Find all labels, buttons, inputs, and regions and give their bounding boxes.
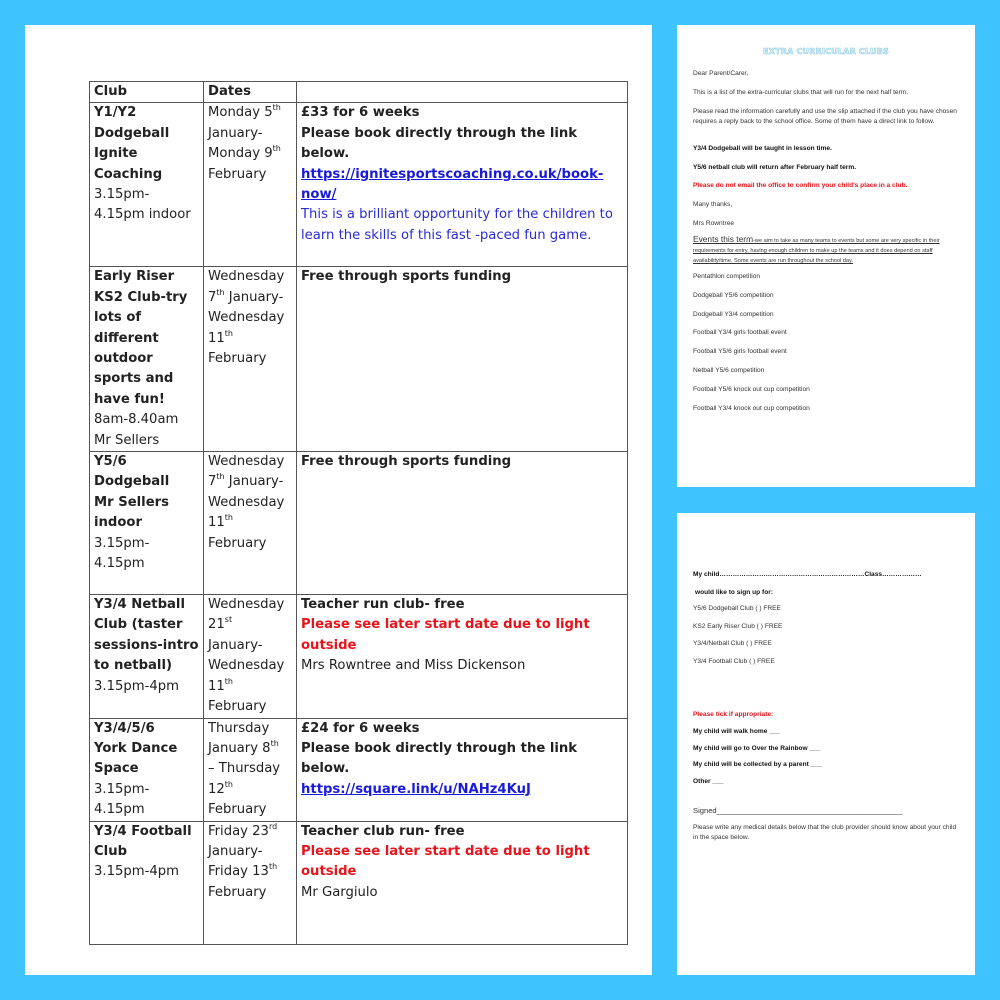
club-name-line: lots of: [94, 310, 142, 326]
event-item: Football Y3/4 knock out cup competition: [693, 404, 810, 412]
date-text: February: [208, 884, 267, 900]
start-date-warning: Please see later start date due to light outside: [301, 617, 590, 653]
table-row: [90, 452, 628, 595]
table-header-row: [90, 82, 628, 103]
date-text: February: [208, 535, 267, 551]
date-text: January 8: [208, 740, 271, 756]
booking-link[interactable]: https://ignitesportscoaching.co.uk/book-now/: [301, 166, 604, 203]
pickup-option[interactable]: My child will walk home ___: [693, 728, 781, 735]
date-text: Wednesday: [208, 310, 285, 326]
event-item: Football Y3/4 girls football event: [693, 329, 787, 337]
club-cell: [90, 718, 204, 821]
staff-names: Mr Gargiulo: [301, 884, 378, 900]
club-cell: [90, 821, 204, 944]
date-line: [208, 595, 296, 615]
date-text: Wednesday: [208, 454, 285, 470]
date-text: January-: [208, 125, 263, 141]
letter-warning: Please do not email the office to confirm your child's place in a club.: [693, 182, 908, 189]
date-line: [208, 800, 296, 820]
club-cell: [90, 452, 204, 595]
date-line: [208, 656, 296, 676]
price-text: Teacher club run- free: [301, 823, 465, 839]
date-ordinal-suffix: th: [268, 862, 278, 872]
date-line: [208, 124, 296, 144]
date-line: [208, 883, 296, 903]
date-text: Friday 23: [208, 823, 269, 839]
letter-instructions: Please read the information carefully and use the slip attached if the club you have chosen requires a reply back to the school office. Some of them have a direct link to follow.: [693, 108, 957, 125]
details-cell: [297, 267, 628, 452]
club-name-line: Y5/6: [94, 454, 127, 470]
event-item: Dodgeball Y5/6 competition: [693, 291, 774, 299]
date-text: Thursday: [208, 720, 270, 736]
events-heading: Events this term: [693, 234, 754, 244]
club-name-line: sessions-intro: [94, 637, 199, 653]
price-text: £24 for 6 weeks: [301, 720, 420, 736]
price-text: Free through sports funding: [301, 269, 512, 285]
event-item: Pentathlon competition: [693, 273, 761, 280]
club-name-line: Early Riser: [94, 269, 175, 285]
date-line: [208, 165, 296, 185]
club-name-line: Dodgeball: [94, 125, 170, 141]
booking-link[interactable]: https://square.link/u/NAHz4KuJ: [301, 781, 531, 797]
signed-field[interactable]: [693, 806, 963, 816]
dates-cell: [204, 821, 297, 944]
events-section: [693, 235, 963, 266]
club-name-line: to netball): [94, 658, 172, 674]
event-item: Netball Y5/6 competition: [693, 367, 765, 374]
dates-cell: [204, 267, 297, 452]
date-text-after: January-: [224, 474, 284, 490]
club-info-line: 3.15pm-: [94, 781, 150, 797]
club-name-line: Mr Sellers: [94, 494, 169, 510]
club-name-line: Space: [94, 761, 139, 777]
club-info-line: 4.15pm indoor: [94, 207, 191, 223]
letter-greeting: Dear Parent/Carer,: [693, 70, 749, 77]
club-name-line: Club (taster: [94, 617, 183, 633]
letter-intro: This is a list of the extra-curricular clubs that will run for the next half term.: [693, 89, 909, 96]
date-line: [208, 862, 296, 882]
club-option-checkbox[interactable]: KS2 Early Riser Club ( ) FREE: [693, 622, 783, 630]
booking-instruction: Please book directly through the link below.: [301, 125, 578, 162]
date-ordinal-suffix: th: [224, 328, 233, 338]
event-item: Football Y5/6 knock out cup competition: [693, 385, 810, 393]
date-line: [208, 719, 296, 739]
club-name-line: York Dance: [94, 740, 178, 756]
dates-cell: [204, 595, 297, 718]
date-line: [208, 308, 296, 328]
letter-notice-netball: Y5/6 netball club will return after February half term.: [693, 164, 857, 171]
date-text: 7: [208, 474, 217, 490]
date-text: 11: [208, 515, 225, 531]
date-ordinal-suffix: st: [224, 615, 233, 625]
date-line: [208, 759, 296, 779]
club-name-line: different: [94, 330, 159, 346]
club-name-line: have fun!: [94, 391, 165, 407]
club-name-line: Dodgeball: [94, 474, 170, 490]
club-name-line: sports and: [94, 371, 174, 387]
date-ordinal-suffix: th: [224, 513, 233, 523]
club-option-checkbox[interactable]: Y5/6 Dodgeball Club ( ) FREE: [693, 605, 781, 612]
date-text: 7: [208, 289, 217, 305]
date-line: [208, 267, 296, 287]
date-ordinal-suffix: th: [224, 676, 233, 686]
date-line: [208, 452, 296, 472]
letter-notice-dodgeball: Y3/4 Dodgeball will be taught in lesson time.: [693, 145, 832, 152]
signed-label: Signed: [693, 806, 717, 815]
club-description: This is a brilliant opportunity for the children to learn the skills of this fast -paced fun game.: [301, 207, 613, 243]
club-info-line: 3.15pm-: [94, 535, 150, 551]
header-dates: Dates: [204, 82, 297, 103]
date-line: [208, 493, 296, 513]
date-line: [208, 615, 296, 635]
table-row: [90, 821, 628, 944]
club-name-line: Y1/Y2: [94, 105, 137, 121]
event-item: Football Y5/6 girls football event: [693, 348, 787, 356]
details-cell: [297, 103, 628, 267]
date-text: Wednesday: [208, 494, 285, 510]
event-item: Dodgeball Y3/4 competition: [693, 310, 774, 318]
date-text: Wednesday: [208, 658, 285, 674]
date-text: January-: [208, 843, 263, 859]
date-line: [208, 472, 296, 492]
club-name-line: outdoor: [94, 351, 153, 367]
club-cell: [90, 103, 204, 267]
date-text: Wednesday: [208, 597, 285, 613]
pickup-option[interactable]: Other ___: [693, 777, 724, 785]
date-line: [208, 739, 296, 759]
date-line: [208, 697, 296, 717]
date-line: [208, 349, 296, 369]
letter-title: EXTRA CURRICULAR CLUBS: [763, 47, 889, 56]
dates-cell: [204, 452, 297, 595]
club-info-line: 4.15pm: [94, 556, 145, 572]
date-ordinal-suffix: th: [216, 472, 225, 482]
date-text: February: [208, 699, 267, 715]
date-text: January-: [208, 637, 263, 653]
reply-slip-page: [677, 513, 975, 975]
dates-cell: [204, 718, 297, 821]
staff-names: Mrs Rowntree and Miss Dickenson: [301, 658, 526, 674]
header-details: [297, 82, 628, 103]
date-line: [208, 329, 296, 349]
club-name-line: indoor: [94, 515, 142, 531]
date-line: [208, 144, 296, 164]
club-info-line: 4.15pm: [94, 802, 145, 818]
date-line: [208, 822, 296, 842]
date-line: [208, 513, 296, 533]
table-row: [90, 103, 628, 267]
date-text: 11: [208, 678, 225, 694]
club-name-line: Ignite: [94, 146, 138, 162]
date-text: February: [208, 351, 267, 367]
date-line: [208, 288, 296, 308]
club-name-line: Coaching: [94, 166, 163, 182]
club-name-line: Y3/4 Netball: [94, 597, 185, 613]
date-text: February: [208, 166, 267, 182]
letter-signature: Mrs Rowntree: [693, 220, 735, 227]
letter-page: [677, 25, 975, 487]
events-note: -we aim to take as many teams to events but some are very specific in their requirements for entry, having enough children to make up the teams and it does depend on staff availability/time. Some events are run throughout the school day.: [693, 238, 940, 264]
header-club: Club: [90, 82, 204, 103]
price-text: Teacher run club- free: [301, 597, 465, 613]
club-info-line: Mr Sellers: [94, 432, 160, 448]
medical-note: Please write any medical details below that the club provider should know about your child in the space below.: [693, 824, 957, 841]
club-info-line: 8am-8.40am: [94, 412, 179, 428]
details-cell: [297, 718, 628, 821]
child-class-line[interactable]: My child…………………………………………………………Class………………: [693, 571, 922, 578]
club-info-line: 3.15pm-: [94, 187, 150, 203]
price-text: £33 for 6 weeks: [301, 105, 420, 121]
date-line: [208, 636, 296, 656]
date-text: Friday 13: [208, 864, 269, 880]
date-ordinal-suffix: th: [216, 287, 225, 297]
date-text: 21: [208, 617, 225, 633]
start-date-warning: Please see later start date due to light outside: [301, 843, 590, 880]
club-option-checkbox[interactable]: Y3/4/Netball Club ( ) FREE: [693, 640, 772, 647]
club-name-line: Y3/4/5/6: [94, 720, 155, 736]
pickup-option[interactable]: My child will be collected by a parent ___: [693, 761, 822, 768]
date-line: [208, 842, 296, 862]
booking-instruction: Please book directly through the link below.: [301, 740, 578, 777]
club-cell: [90, 267, 204, 452]
date-text: 12: [208, 781, 225, 797]
club-schedule-page: [25, 25, 652, 975]
date-ordinal-suffix: th: [272, 144, 281, 154]
date-text: – Thursday: [208, 761, 281, 777]
date-line: [208, 534, 296, 554]
details-cell: [297, 452, 628, 595]
details-cell: [297, 595, 628, 718]
date-text: Wednesday: [208, 269, 285, 285]
date-ordinal-suffix: th: [270, 738, 279, 748]
signed-line: ____________________________________________: [716, 806, 903, 815]
date-text: 11: [208, 330, 225, 346]
table-row: [90, 595, 628, 718]
pickup-option[interactable]: My child will go to Over the Rainbow ___: [693, 744, 821, 752]
date-text: February: [208, 802, 267, 818]
dates-cell: [204, 103, 297, 267]
club-option-checkbox[interactable]: Y3/4 Football Club ( ) FREE: [693, 657, 775, 665]
date-line: [208, 103, 296, 123]
date-ordinal-suffix: th: [272, 103, 281, 113]
date-text-after: January-: [224, 289, 284, 305]
club-cell: [90, 595, 204, 718]
date-text: Monday 5: [208, 105, 273, 121]
date-ordinal-suffix: rd: [268, 821, 278, 831]
club-name-line: Club: [94, 843, 128, 859]
date-line: [208, 677, 296, 697]
club-name-line: KS2 Club-try: [94, 289, 188, 305]
table-row: [90, 718, 628, 821]
club-schedule-table: [89, 81, 628, 945]
letter-signoff: Many thanks,: [693, 201, 733, 208]
details-cell: [297, 821, 628, 944]
table-row: [90, 267, 628, 452]
club-info-line: 3.15pm-4pm: [94, 864, 179, 880]
sign-up-label: would like to sign up for:: [695, 589, 774, 596]
club-info-line: 3.15pm-4pm: [94, 678, 179, 694]
tick-heading: Please tick if appropriate:: [693, 711, 774, 718]
date-ordinal-suffix: th: [224, 779, 233, 789]
date-text: Monday 9: [208, 146, 273, 162]
price-text: Free through sports funding: [301, 454, 512, 470]
date-line: [208, 780, 296, 800]
club-name-line: Y3/4 Football: [94, 823, 192, 839]
